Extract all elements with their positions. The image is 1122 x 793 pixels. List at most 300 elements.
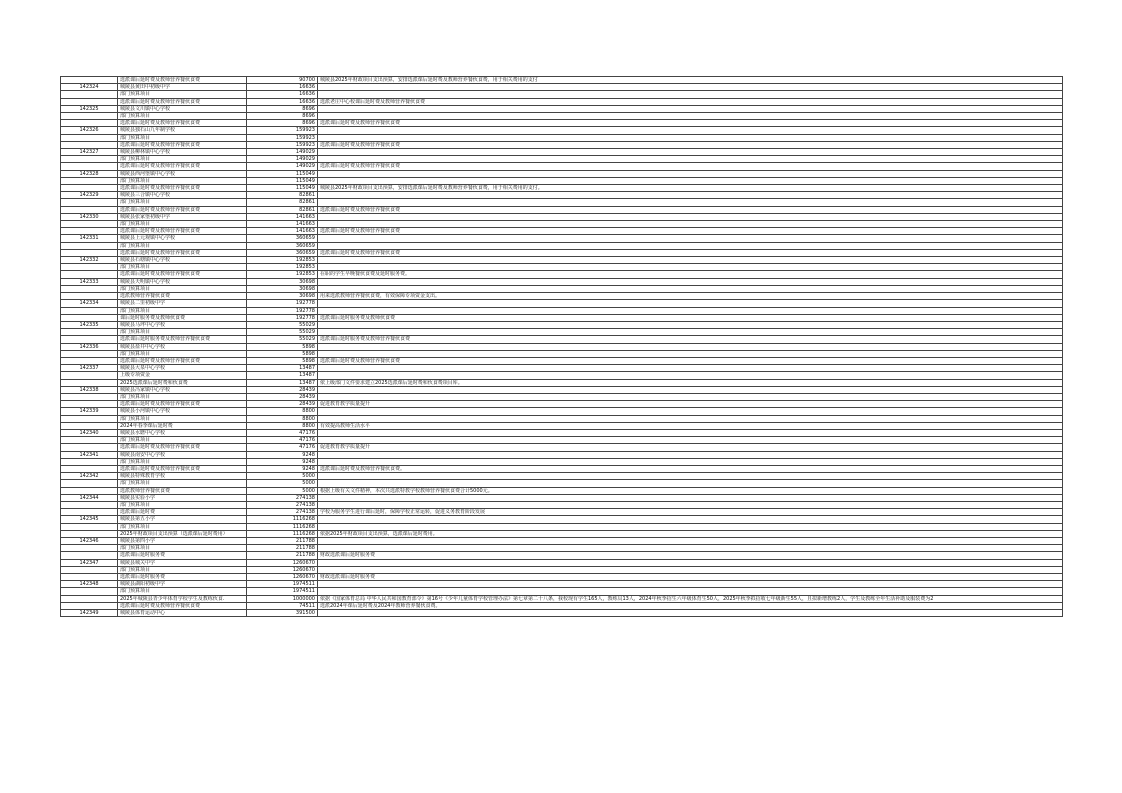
amount-cell: 82861 [247, 199, 318, 206]
description-cell [318, 285, 1063, 292]
table-row [61, 98, 1063, 105]
unit-code-cell [61, 199, 118, 206]
description-cell: 财政选派课后延时服务费 [318, 574, 1063, 581]
amount-cell: 13487 [247, 365, 318, 372]
table-row [61, 559, 1063, 566]
amount-cell: 1260670 [247, 559, 318, 566]
table-row [61, 199, 1063, 206]
table-row [61, 602, 1063, 609]
unit-code-cell [61, 221, 118, 228]
unit-code-cell [61, 242, 118, 249]
unit-code-cell [61, 185, 118, 192]
item-name-cell: 选派教师营养餐伙食费 [118, 293, 247, 300]
amount-cell: 192778 [247, 307, 318, 314]
table-row [61, 235, 1063, 242]
table-row [61, 386, 1063, 393]
description-cell [318, 408, 1063, 415]
amount-cell: 141663 [247, 213, 318, 220]
unit-code-cell: 142348 [61, 581, 118, 588]
table-row [61, 321, 1063, 328]
unit-code-cell [61, 602, 118, 609]
description-cell [318, 134, 1063, 141]
description-cell [318, 300, 1063, 307]
item-name-cell: 城陵县柳林镇中心学校 [118, 149, 247, 156]
amount-cell: 149029 [247, 156, 318, 163]
amount-cell: 55029 [247, 329, 318, 336]
table-row [61, 437, 1063, 444]
description-cell [318, 170, 1063, 177]
unit-code-cell [61, 552, 118, 559]
amount-cell: 74511 [247, 602, 318, 609]
description-cell [318, 372, 1063, 379]
unit-code-cell [61, 314, 118, 321]
amount-cell: 192853 [247, 271, 318, 278]
item-name-cell: 城陵县马坪中心学校 [118, 321, 247, 328]
amount-cell: 8696 [247, 113, 318, 120]
item-name-cell: 2025年财政项目支出预算（选派课后延时费用） [118, 530, 247, 537]
amount-cell: 1116268 [247, 516, 318, 523]
amount-cell: 55029 [247, 321, 318, 328]
unit-code-cell [61, 113, 118, 120]
amount-cell: 211788 [247, 545, 318, 552]
budget-table-sheet [60, 76, 1063, 617]
table-row [61, 372, 1063, 379]
table-row [61, 523, 1063, 530]
description-cell: 城陵县2025年财政项目支出预算，安排选派课后延时费及教师营养餐伙食费，用于相关费用的支付 [318, 77, 1063, 84]
amount-cell: 1974511 [247, 581, 318, 588]
description-cell [318, 437, 1063, 444]
item-name-cell: 部门预算项目 [118, 501, 247, 508]
description-cell: 选派课后延时费及教师营养餐伙食费 [318, 249, 1063, 256]
item-name-cell: 城陵县小河镇中心学校 [118, 408, 247, 415]
amount-cell: 274138 [247, 509, 318, 516]
table-row [61, 552, 1063, 559]
unit-code-cell [61, 437, 118, 444]
description-cell [318, 523, 1063, 530]
description-cell [318, 156, 1063, 163]
item-name-cell: 部门预算项目 [118, 480, 247, 487]
amount-cell: 28439 [247, 386, 318, 393]
description-cell [318, 480, 1063, 487]
unit-code-cell: 142344 [61, 494, 118, 501]
item-name-cell: 选派课后延时费及教师营养餐伙食费 [118, 401, 247, 408]
unit-code-cell: 142342 [61, 473, 118, 480]
amount-cell: 16636 [247, 91, 318, 98]
unit-code-cell: 142346 [61, 538, 118, 545]
unit-code-cell [61, 264, 118, 271]
unit-code-cell [61, 530, 118, 537]
amount-cell: 9248 [247, 465, 318, 472]
unit-code-cell [61, 501, 118, 508]
table-row [61, 336, 1063, 343]
amount-cell: 274138 [247, 494, 318, 501]
item-name-cell: 城陵县天明镇中心学校 [118, 278, 247, 285]
amount-cell: 47176 [247, 444, 318, 451]
item-name-cell: 部门预算项目 [118, 285, 247, 292]
item-name-cell: 城陵县上元观镇中心学校 [118, 235, 247, 242]
description-cell [318, 199, 1063, 206]
unit-code-cell [61, 379, 118, 386]
item-name-cell: 2025年城陵县青少年体育学校学生及教练伙食. [118, 595, 247, 602]
item-name-cell: 城陵县湖阳初级中学 [118, 581, 247, 588]
amount-cell: 159923 [247, 141, 318, 148]
item-name-cell: 部门预算项目 [118, 415, 247, 422]
description-cell [318, 494, 1063, 501]
unit-code-cell [61, 350, 118, 357]
table-row [61, 357, 1063, 364]
item-name-cell: 2025选派课后延时费和伙食费 [118, 379, 247, 386]
item-name-cell: 城陵县西河堡镇中心学校 [118, 170, 247, 177]
unit-code-cell [61, 134, 118, 141]
table-row [61, 120, 1063, 127]
description-cell [318, 307, 1063, 314]
amount-cell: 9248 [247, 458, 318, 465]
description-cell [318, 177, 1063, 184]
amount-cell: 149029 [247, 163, 318, 170]
unit-code-cell: 142329 [61, 192, 118, 199]
description-cell [318, 545, 1063, 552]
item-name-cell: 城陵县独石山九年制学校 [118, 127, 247, 134]
item-name-cell: 选派课后延时服务费 [118, 574, 247, 581]
unit-code-cell [61, 415, 118, 422]
description-cell: 促进教育教学质量提升 [318, 444, 1063, 451]
unit-code-cell [61, 336, 118, 343]
amount-cell: 192778 [247, 300, 318, 307]
table-row [61, 415, 1063, 422]
description-cell [318, 451, 1063, 458]
table-row [61, 516, 1063, 523]
unit-code-cell [61, 588, 118, 595]
amount-cell: 28439 [247, 401, 318, 408]
amount-cell: 1260670 [247, 566, 318, 573]
description-cell [318, 242, 1063, 249]
table-row [61, 444, 1063, 451]
table-row [61, 422, 1063, 429]
description-cell: 城陵县2025年财政项目支出预算，安排选派课后延时费及教师营养餐伙食费，用于相关费用的支付。 [318, 185, 1063, 192]
table-row [61, 429, 1063, 436]
table-row [61, 242, 1063, 249]
description-cell [318, 105, 1063, 112]
item-name-cell: 部门预算项目 [118, 523, 247, 530]
table-row [61, 249, 1063, 256]
amount-cell: 1974511 [247, 588, 318, 595]
unit-code-cell: 142332 [61, 257, 118, 264]
item-name-cell: 城陵县第四小学 [118, 538, 247, 545]
table-row [61, 365, 1063, 372]
table-row [61, 379, 1063, 386]
table-row [61, 77, 1063, 84]
amount-cell: 82861 [247, 206, 318, 213]
item-name-cell: 选派课后延时费及教师营养餐伙食费 [118, 163, 247, 170]
table-row [61, 574, 1063, 581]
unit-code-cell [61, 372, 118, 379]
item-name-cell: 城陵县石塘镇中心学校 [118, 257, 247, 264]
table-row [61, 501, 1063, 508]
table-row [61, 393, 1063, 400]
amount-cell: 5898 [247, 357, 318, 364]
description-cell [318, 473, 1063, 480]
unit-code-cell: 142337 [61, 365, 118, 372]
description-cell [318, 538, 1063, 545]
item-name-cell: 部门预算项目 [118, 350, 247, 357]
description-cell [318, 501, 1063, 508]
item-name-cell: 城陵县冯家镇中心学校 [118, 386, 247, 393]
table-row [61, 127, 1063, 134]
item-name-cell: 选派课后延时费 [118, 509, 247, 516]
description-cell: 在职的学生早晚餐伙食费及延时服务费。 [318, 271, 1063, 278]
budget-table-body [61, 77, 1063, 617]
description-cell [318, 84, 1063, 91]
description-cell [318, 235, 1063, 242]
unit-code-cell [61, 249, 118, 256]
item-name-cell: 选派课后延时费及教师营养餐伙食费 [118, 602, 247, 609]
table-row [61, 494, 1063, 501]
amount-cell: 13487 [247, 379, 318, 386]
table-row [61, 300, 1063, 307]
amount-cell: 16636 [247, 98, 318, 105]
unit-code-cell [61, 393, 118, 400]
amount-cell: 360659 [247, 242, 318, 249]
amount-cell: 1116268 [247, 530, 318, 537]
unit-code-cell: 142340 [61, 429, 118, 436]
table-row [61, 170, 1063, 177]
item-name-cell: 选派课后延时费及教师营养餐伙食费 [118, 249, 247, 256]
item-name-cell: 部门预算项目 [118, 177, 247, 184]
unit-code-cell [61, 509, 118, 516]
item-name-cell: 城陵县二里初级中学 [118, 300, 247, 307]
description-cell [318, 321, 1063, 328]
table-row [61, 307, 1063, 314]
item-name-cell: 城陵县第五小学 [118, 516, 247, 523]
table-row [61, 271, 1063, 278]
table-row [61, 401, 1063, 408]
table-row [61, 156, 1063, 163]
unit-code-cell [61, 293, 118, 300]
description-cell [318, 386, 1063, 393]
description-cell [318, 149, 1063, 156]
unit-code-cell [61, 120, 118, 127]
unit-code-cell [61, 523, 118, 530]
unit-code-cell: 142349 [61, 610, 118, 617]
item-name-cell: 课后延时服务费及教师伙食费 [118, 314, 247, 321]
item-name-cell: 城陵县特殊教育学校 [118, 473, 247, 480]
item-name-cell: 部门预算项目 [118, 458, 247, 465]
table-row [61, 610, 1063, 617]
item-name-cell: 城陵县大泉中心学校 [118, 365, 247, 372]
amount-cell: 360659 [247, 235, 318, 242]
item-name-cell: 城陵县水磨中心学校 [118, 429, 247, 436]
table-row [61, 530, 1063, 537]
unit-code-cell: 142334 [61, 300, 118, 307]
item-name-cell: 部门预算项目 [118, 437, 247, 444]
item-name-cell: 部门预算项目 [118, 329, 247, 336]
amount-cell: 30698 [247, 293, 318, 300]
unit-code-cell: 142324 [61, 84, 118, 91]
amount-cell: 391500 [247, 610, 318, 617]
description-cell [318, 350, 1063, 357]
item-name-cell: 部门预算项目 [118, 545, 247, 552]
description-cell: 选派课后延时服务费及教师伙食费 [318, 314, 1063, 321]
amount-cell: 8800 [247, 415, 318, 422]
table-row [61, 84, 1063, 91]
amount-cell: 5898 [247, 350, 318, 357]
amount-cell: 274138 [247, 501, 318, 508]
table-row [61, 192, 1063, 199]
table-row [61, 257, 1063, 264]
table-row [61, 177, 1063, 184]
table-row [61, 408, 1063, 415]
item-name-cell: 城陵县体育运动中心 [118, 610, 247, 617]
amount-cell: 360659 [247, 249, 318, 256]
item-name-cell: 选派课后延时费及教师营养餐伙食费 [118, 444, 247, 451]
unit-code-cell: 142331 [61, 235, 118, 242]
description-cell [318, 213, 1063, 220]
item-name-cell: 选派课后延时服务费及教师营养餐伙食费 [118, 336, 247, 343]
amount-cell: 9248 [247, 451, 318, 458]
table-row [61, 509, 1063, 516]
amount-cell: 5000 [247, 487, 318, 494]
item-name-cell: 选派课后延时费及教师营养餐伙食费 [118, 98, 247, 105]
unit-code-cell: 142345 [61, 516, 118, 523]
item-name-cell: 选派课后延时费及教师营养餐伙食费 [118, 228, 247, 235]
table-row [61, 588, 1063, 595]
table-row [61, 465, 1063, 472]
unit-code-cell: 142325 [61, 105, 118, 112]
table-row [61, 141, 1063, 148]
item-name-cell: 选派课后延时费及教师营养餐伙食费 [118, 120, 247, 127]
amount-cell: 192853 [247, 257, 318, 264]
unit-code-cell: 142328 [61, 170, 118, 177]
description-cell: 选派课后延时服务费及教师营养餐伙食费 [318, 336, 1063, 343]
item-name-cell: 部门预算项目 [118, 113, 247, 120]
description-cell: 选派课后延时费及教师营养餐伙食费 [318, 357, 1063, 364]
unit-code-cell [61, 487, 118, 494]
description-cell [318, 264, 1063, 271]
table-row [61, 285, 1063, 292]
item-name-cell: 部门预算项目 [118, 242, 247, 249]
item-name-cell: 选派课后延时费及教师营养餐伙食费 [118, 141, 247, 148]
table-row [61, 113, 1063, 120]
unit-code-cell [61, 480, 118, 487]
description-cell [318, 559, 1063, 566]
description-cell: 选派课后延时费及教师营养餐伙食费 [318, 206, 1063, 213]
table-row [61, 473, 1063, 480]
description-cell [318, 610, 1063, 617]
unit-code-cell [61, 141, 118, 148]
table-row [61, 134, 1063, 141]
table-row [61, 451, 1063, 458]
amount-cell: 141663 [247, 228, 318, 235]
amount-cell: 1260670 [247, 574, 318, 581]
unit-code-cell [61, 444, 118, 451]
amount-cell: 28439 [247, 393, 318, 400]
amount-cell: 5000 [247, 473, 318, 480]
table-row [61, 538, 1063, 545]
table-row [61, 293, 1063, 300]
item-name-cell: 城陵县盐井中心学校 [118, 343, 247, 350]
unit-code-cell [61, 401, 118, 408]
table-row [61, 221, 1063, 228]
table-row [61, 487, 1063, 494]
amount-cell: 8800 [247, 422, 318, 429]
item-name-cell: 部门预算项目 [118, 221, 247, 228]
amount-cell: 8696 [247, 105, 318, 112]
item-name-cell: 选派课后延时费及教师营养餐伙食费 [118, 271, 247, 278]
unit-code-cell [61, 566, 118, 573]
unit-code-cell: 142347 [61, 559, 118, 566]
unit-code-cell [61, 465, 118, 472]
item-name-cell: 2024年春季课后延时费 [118, 422, 247, 429]
description-cell [318, 516, 1063, 523]
unit-code-cell: 142341 [61, 451, 118, 458]
table-row [61, 350, 1063, 357]
unit-code-cell [61, 458, 118, 465]
unit-code-cell: 142335 [61, 321, 118, 328]
description-cell [318, 192, 1063, 199]
unit-code-cell [61, 357, 118, 364]
item-name-cell: 城陵县实验小学 [118, 494, 247, 501]
description-cell: 用来选派教师营养餐伙食费，有效保障专项资金支出。 [318, 293, 1063, 300]
amount-cell: 13487 [247, 372, 318, 379]
description-cell [318, 566, 1063, 573]
amount-cell: 1000000 [247, 595, 318, 602]
amount-cell: 149029 [247, 149, 318, 156]
item-name-cell: 部门预算项目 [118, 134, 247, 141]
budget-table [60, 76, 1063, 617]
description-cell: 促进教育教学质量提升 [318, 401, 1063, 408]
unit-code-cell: 142336 [61, 343, 118, 350]
table-row [61, 206, 1063, 213]
amount-cell: 47176 [247, 429, 318, 436]
item-name-cell: 选派课后延时费及教师营养餐伙食费 [118, 357, 247, 364]
description-cell [318, 365, 1063, 372]
unit-code-cell [61, 91, 118, 98]
table-row [61, 343, 1063, 350]
amount-cell: 16636 [247, 84, 318, 91]
unit-code-cell: 142330 [61, 213, 118, 220]
amount-cell: 5000 [247, 480, 318, 487]
unit-code-cell: 142338 [61, 386, 118, 393]
amount-cell: 115049 [247, 185, 318, 192]
item-name-cell: 部门预算项目 [118, 91, 247, 98]
table-row [61, 480, 1063, 487]
item-name-cell: 城陵县三合镇中心学校 [118, 192, 247, 199]
item-name-cell: 选派课后延时费及教师营养餐伙食费 [118, 77, 247, 84]
description-cell [318, 257, 1063, 264]
item-name-cell: 选派教师营养餐伙食费 [118, 487, 247, 494]
unit-code-cell [61, 545, 118, 552]
table-row [61, 581, 1063, 588]
table-row [61, 149, 1063, 156]
amount-cell: 90700 [247, 77, 318, 84]
item-name-cell: 城陵县黄田中初级中学 [118, 84, 247, 91]
description-cell [318, 113, 1063, 120]
description-cell [318, 91, 1063, 98]
description-cell: 财政选派课后延时服务费 [318, 552, 1063, 559]
table-row [61, 566, 1063, 573]
description-cell [318, 415, 1063, 422]
unit-code-cell: 142327 [61, 149, 118, 156]
description-cell [318, 429, 1063, 436]
table-row [61, 163, 1063, 170]
description-cell: 依据《国家体育总局 中华人民共和国教育部令》第16号《少年儿童体育学校管理办法》第七章第二十八条，我校现有学生165人，教练员13人，2024年秋季招生六年级体育生50人，2025年秋季拟招收七年级新生55人，且拟新增教练2人，学生及教练全年生活补助及服装费为2 [318, 595, 1063, 602]
item-name-cell: 城陵县张家堡初级中学 [118, 213, 247, 220]
description-cell: 选派课后延时费及教师营养餐伙食费 [318, 163, 1063, 170]
table-row [61, 458, 1063, 465]
unit-code-cell [61, 177, 118, 184]
description-cell: 有效提高教师生活水平 [318, 422, 1063, 429]
item-name-cell: 部门预算项目 [118, 393, 247, 400]
